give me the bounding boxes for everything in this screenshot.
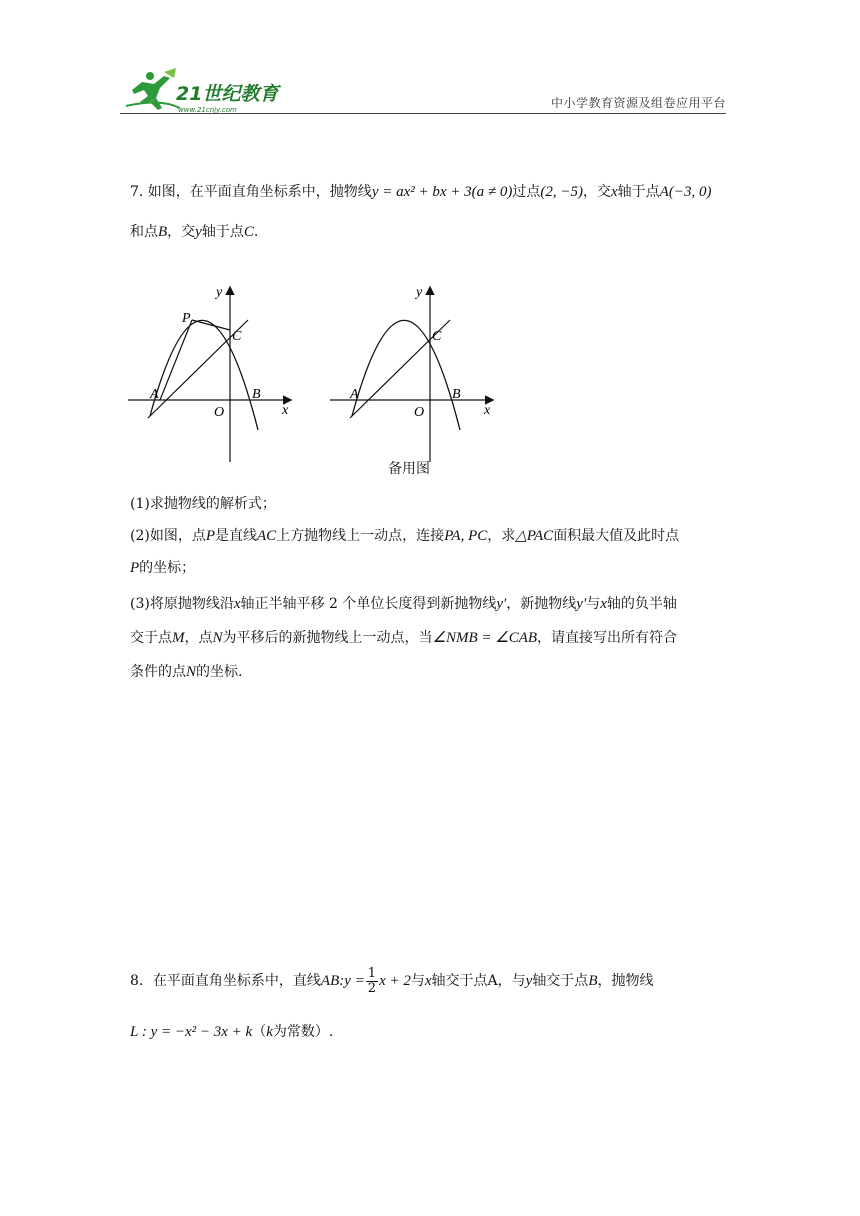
q8-var: :: [339, 973, 345, 989]
q7-text: 7. 如图，在平面直角坐标系中，抛物线: [130, 184, 372, 200]
q8-parabola-eq: L : y = −x² − 3x + k: [130, 1024, 253, 1040]
q7-line1: [130, 182, 711, 202]
logo-text: 21世纪教育: [176, 83, 279, 105]
q7-text: 轴的负半轴: [606, 596, 677, 612]
q7-part3-line1: [130, 594, 677, 614]
label-a: A: [150, 387, 159, 402]
q7-part2-line2: [130, 558, 195, 578]
label-y: y: [416, 285, 423, 300]
q7-var: PA, PC: [444, 528, 488, 544]
header-divider: [120, 113, 726, 114]
label-y: y: [216, 285, 223, 300]
q8-text: （: [252, 1024, 267, 1040]
q7-var: M: [172, 630, 185, 646]
q7-text: 的坐标；: [139, 560, 196, 576]
q7-var: x: [600, 596, 607, 612]
q8-line2: [130, 1022, 333, 1042]
q8-text: 轴交于点: [532, 973, 589, 989]
q7-text: ，求: [487, 528, 516, 544]
q8-text: 与: [410, 973, 425, 989]
q7-text: 和点: [130, 224, 158, 240]
q7-text: 为平移后的新抛物线上一动点，当: [222, 630, 433, 646]
fraction-one-half: [366, 967, 378, 996]
q7-var: P: [205, 528, 216, 544]
q7-line2: [130, 222, 258, 242]
label-c: C: [232, 329, 242, 344]
q7-text: 与: [586, 596, 601, 612]
q7-part3-line2: [130, 628, 677, 648]
q7-var: AC: [257, 528, 277, 544]
label-x: x: [282, 403, 289, 418]
label-p: P: [182, 311, 191, 326]
label-b: B: [452, 387, 461, 402]
q7-parabola-eq: y = ax² + bx + 3(a ≠ 0): [371, 184, 513, 200]
q8-var: k: [266, 1024, 273, 1040]
q7-text: ，交: [167, 224, 196, 240]
figure-main: [128, 285, 290, 462]
q7-text: (2)如图，点: [130, 528, 206, 544]
q7-var: P: [130, 560, 140, 576]
q7-var: △PAC: [515, 528, 554, 544]
q7-text: (3)将原抛物线沿: [130, 596, 234, 612]
q7-var: x: [233, 596, 241, 612]
q7-var: C: [243, 224, 254, 240]
q7-text: 轴于点: [617, 184, 660, 200]
q7-point-a: A(−3, 0): [659, 184, 712, 200]
segment-pa: [160, 320, 192, 400]
q8-text: 8．在平面直角坐标系中，直线: [130, 973, 321, 989]
q7-text: 轴正半轴平移 2 个单位长度得到新抛物线: [240, 596, 497, 612]
label-o: O: [214, 405, 225, 420]
q7-text: ，请直接写出所有符合: [537, 630, 678, 646]
q8-var: y =: [344, 973, 365, 989]
q8-text: ，抛物线: [597, 973, 654, 989]
parabola: [352, 320, 460, 430]
q7-var: ∠NMB = ∠CAB: [432, 630, 538, 646]
q7-var: y′: [576, 596, 587, 612]
q7-part3-line3: [130, 662, 242, 682]
frac-numerator: 1: [367, 965, 377, 981]
q7-text: 过点: [512, 184, 541, 200]
label-a: A: [350, 387, 359, 402]
q7-text: 交于点: [130, 630, 172, 646]
figure-caption: 备用图: [388, 461, 430, 477]
q8-var: x + 2: [379, 973, 411, 989]
figure-spare: [330, 285, 492, 462]
q8-var: y: [525, 973, 533, 989]
q7-text: 是直线: [215, 528, 258, 544]
q7-figures: [128, 282, 508, 482]
q8-line1: [130, 966, 653, 996]
page-header: [120, 64, 726, 118]
q7-part1: (1)求抛物线的解析式；: [130, 496, 276, 512]
q7-text: 面积最大值及此时点: [553, 528, 680, 544]
q7-var: N: [186, 664, 197, 680]
q7-text: 条件的点: [130, 664, 186, 680]
header-tagline: 中小学教育资源及组卷应用平台: [550, 96, 726, 110]
q8-var: x: [424, 973, 432, 989]
q7-var: y′: [496, 596, 507, 612]
q7-text: .: [253, 224, 259, 240]
q7-var: y: [195, 224, 202, 240]
label-x: x: [484, 403, 491, 418]
q7-text: 上方抛物线上一动点，连接: [276, 528, 445, 544]
segment-pc: [192, 320, 230, 330]
q7-part2-line1: [130, 526, 679, 546]
logo-21cnjy: [120, 68, 290, 114]
q8-text: 为常数）.: [272, 1024, 334, 1040]
q7-var: x: [611, 184, 618, 200]
q7-text: 轴于点: [201, 224, 244, 240]
logo-url: www.21cnjy.com: [178, 106, 237, 114]
q7-var: N: [212, 630, 223, 646]
q7-text: ，新抛物线: [506, 596, 577, 612]
q7-text: 的坐标.: [196, 664, 243, 680]
q7-var: B: [158, 224, 168, 240]
label-c: C: [432, 329, 442, 344]
q8-var: AB: [320, 973, 340, 989]
parabola: [150, 320, 258, 430]
q8-text: 轴交于点A，与: [431, 973, 526, 989]
q7-text: ，点: [184, 630, 213, 646]
frac-denominator: 2: [367, 980, 377, 996]
q7-text: ，交: [583, 184, 611, 200]
q8-var: B: [588, 973, 598, 989]
label-o: O: [414, 405, 425, 420]
runner-icon: [126, 68, 180, 110]
label-b: B: [252, 387, 261, 402]
q7-point: (2, −5): [540, 184, 583, 200]
